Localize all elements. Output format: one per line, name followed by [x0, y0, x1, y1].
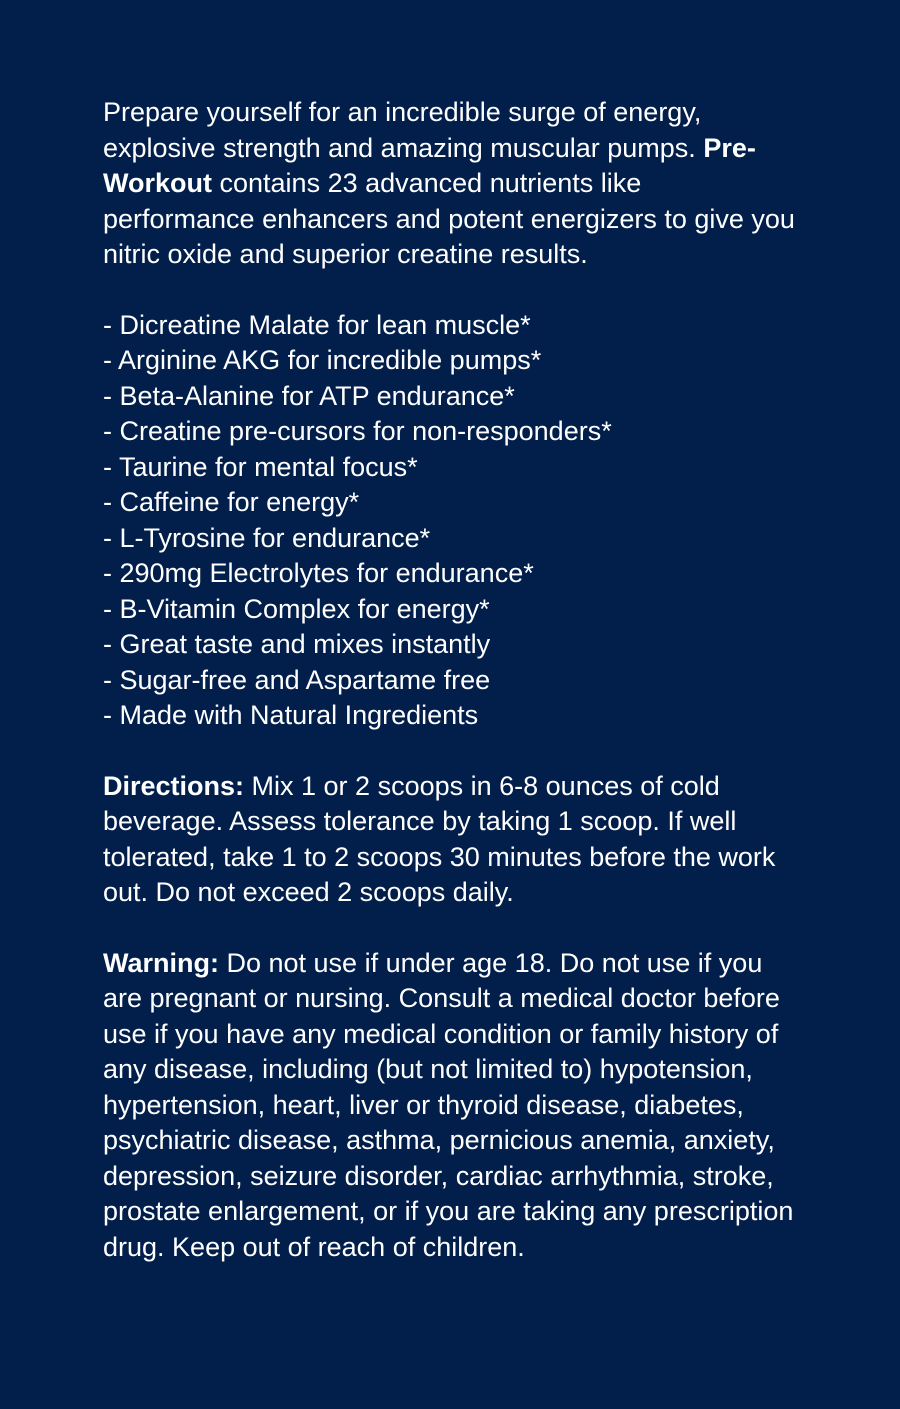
intro-lead: Prepare yourself for an incredible surge of energy, explosive strength and amazing muscular pumps. [103, 97, 704, 163]
intro-rest: contains 23 advanced nutrients like performance enhancers and potent energizers to give you nitric oxide and superior creatine results. [103, 168, 795, 269]
list-item: - B-Vitamin Complex for energy* [103, 593, 490, 624]
list-item: - Sugar-free and Aspartame free [103, 664, 491, 695]
product-name: Pre-Workout [103, 132, 756, 198]
list-item: - 290mg Electrolytes for endurance* [103, 558, 534, 588]
list-item: - Arginine AKG for incredible pumps* [103, 345, 542, 375]
directions-text: Mix 1 or 2 scoops in 6-8 ounces of cold beverage. Assess tolerance by taking 1 scoop. If well tolerated, take 1 to 2 scoops 30 minutes before the work out. Do not exceed 2 scoops daily. [103, 770, 776, 907]
warning-text: Do not use if under age 18. Do not use if you are pregnant or nursing. Consult a medical doctor before use if you have any medical condition or family history of any disease, including (but not limited to) hypotension, hypertension, heart, liver or thyroid disease, diabetes, psychiatric disease, asthma, pernicious anemia, anxiety, depression, seizure disorder, cardiac arrhythmia, stroke, prostate enlargement, or if you are taking any prescription drug. Keep out of reach of children. [103, 947, 794, 1262]
directions-label: Directions: [103, 770, 245, 801]
list-item: - Creatine pre-cursors for non-responders* [103, 416, 612, 446]
warning-paragraph [103, 946, 800, 1266]
warning-label: Warning: [103, 947, 219, 978]
list-item: - Taurine for mental focus* [103, 451, 418, 482]
list-item: - Beta-Alanine for ATP endurance* [103, 380, 515, 411]
list-item: - Made with Natural Ingredients [103, 700, 479, 730]
feature-list [103, 308, 800, 734]
directions-paragraph [103, 769, 800, 911]
list-item: - L-Tyrosine for endurance* [103, 522, 431, 553]
list-item: - Caffeine for energy* [103, 487, 360, 517]
list-item: - Great taste and mixes instantly [103, 629, 491, 659]
list-item: - Dicreatine Malate for lean muscle* [103, 309, 531, 340]
intro-paragraph [103, 95, 800, 273]
